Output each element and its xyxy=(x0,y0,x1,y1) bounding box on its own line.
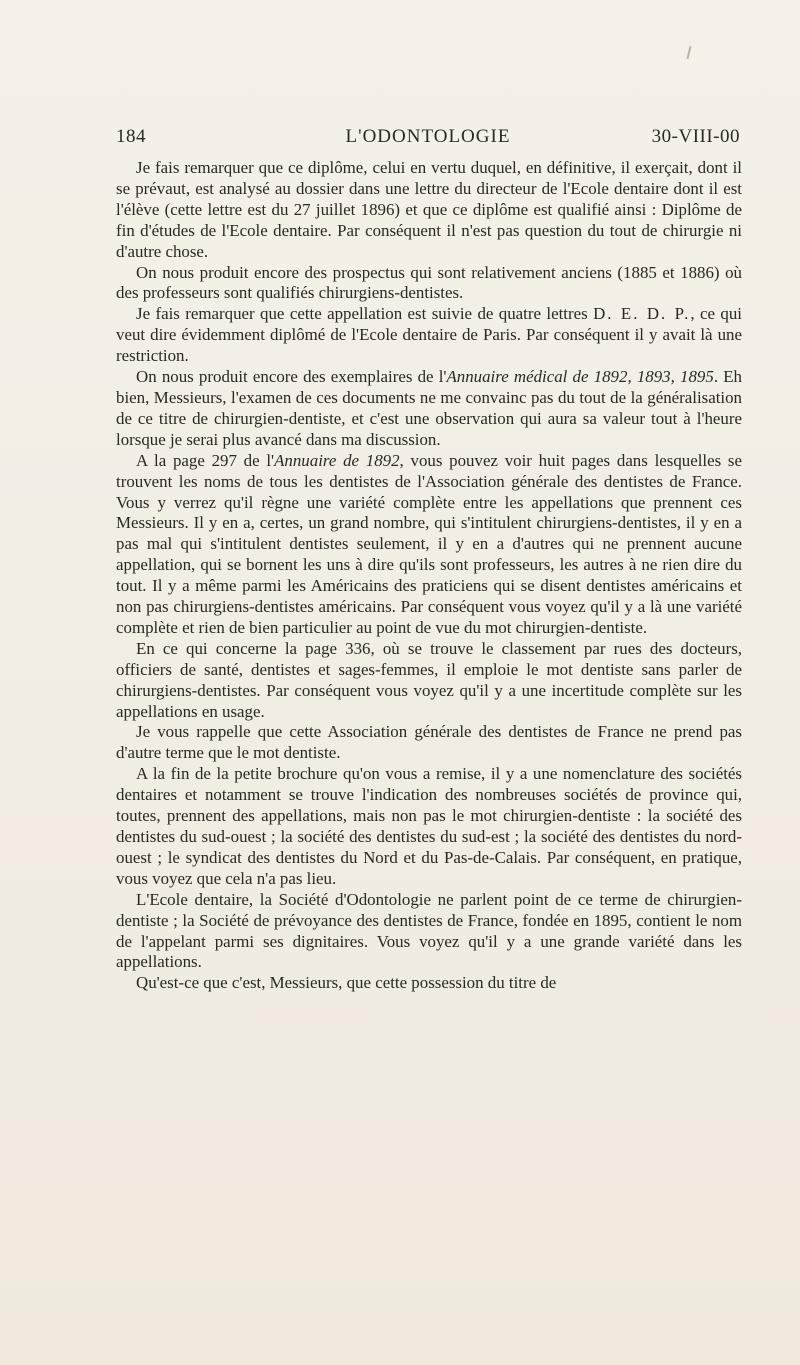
body-text xyxy=(116,158,742,994)
paragraph-text: Qu'est-ce que c'est, Messieurs, que cette possession du titre de xyxy=(136,973,557,993)
italic-reference: Annuaire médical de 1892, 1893, 1895 xyxy=(446,367,714,387)
paragraph-text: Je vous rappelle que cette Association générale des dentistes de France ne prend pas d'autre terme que le mot dentiste. xyxy=(116,722,742,763)
paragraph-text: , ce qui veut dire évidemment diplômé de l'Ecole dentaire de Paris. Par conséquent il y avait là une restriction. xyxy=(116,304,743,366)
paragraph-text: Je fais remarquer que cette appellation est suivie de quatre lettres xyxy=(136,304,594,324)
paragraph-text: On nous produit encore des prospectus qui sont relativement anciens (1885 et 1886) où des professeurs sont qualifiés chirurgiens-dentistes. xyxy=(116,262,742,303)
paragraph-text: L'Ecole dentaire, la Société d'Odontologie ne parlent point de ce terme de chirurgien-dentiste ; la Société de prévoyance des dentistes de France, fondée en 1895, contient le nom de l'appelant parmi ses dignitaires. Vous voyez qu'il y a une grande variété dans les appellations. xyxy=(116,889,742,972)
paragraph xyxy=(116,890,742,974)
running-head xyxy=(116,126,740,154)
paragraph xyxy=(116,639,742,723)
paragraph-text: On nous produit encore des exemplaires de l' xyxy=(136,367,447,387)
issue-date: 30-VIII-00 xyxy=(651,126,740,147)
paragraph xyxy=(116,764,742,889)
paragraph xyxy=(116,263,742,305)
page-number: 184 xyxy=(116,126,146,147)
paragraph-text: , vous pouvez voir huit pages dans lesquelles se trouvent les noms de tous les dentistes de l'Association générale des dentistes de France. Vous y verrez qu'il règne une variété complète entre les appellations que prennent ces Messieurs. Il y en a, certes, un grand nombre, qui s'intitulent chirurgiens-dentistes, il y en a pas mal qui s'intitulent dentistes seulement, il y en a d'autres qui ne prennent aucune appellation, qui se bornent les uns à dire qu'ils sont professeurs, les autres à ne rien dire du tout. Il y a même parmi les Américains des praticiens qui se disent dentistes américains et non pas chirurgiens-dentistes américains. Par conséquent vous voyez qu'il y a là une variété complète et rien de bien particulier au point de vue du mot chirurgien-dentiste. xyxy=(116,450,742,637)
paragraph xyxy=(116,722,742,764)
paragraph xyxy=(116,304,742,367)
paragraph xyxy=(116,158,742,263)
paragraph-text: . Eh bien, Messieurs, l'examen de ces documents ne me convainc pas du tout de la généralisation de ce titre de chirurgien-dentiste, et c'est une observation qui aura sa valeur tout à l'heure lorsque je serai plus avancé dans ma discussion. xyxy=(116,367,743,449)
italic-reference: Annuaire de 1892 xyxy=(274,450,400,470)
paragraph xyxy=(116,367,742,451)
paragraph-text: A la fin de la petite brochure qu'on vous a remise, il y a une nomenclature des sociétés dentaires et notamment se trouve l'indication des nombreuses sociétés de province qui, toutes, prennent des appellations, mais non pas le mot chirurgien-dentiste : la société des dentistes du sud-ouest ; la société des dentistes du sud-est ; la société des dentistes du nord-ouest ; le syndicat des dentistes du Nord et du Pas-de-Calais. Par conséquent, en pratique, vous voyez que cela n'a pas lieu. xyxy=(116,764,742,888)
journal-title: L'ODONTOLOGIE xyxy=(345,126,511,147)
paragraph-text: Je fais remarquer que ce diplôme, celui en vertu duquel, en définitive, il exerçait, dont il se prévaut, est analysé au dossier dans une lettre du directeur de l'Ecole dentaire dont il est l'élève (cette lettre est du 27 juillet 1896) et que ce diplôme est qualifié ainsi : Diplôme de fin d'études de l'Ecole dentaire. Par conséquent il n'est pas question du tout de chirurgie ni d'autre chose. xyxy=(116,158,742,261)
diploma-letters: D. E. D. P. xyxy=(593,304,691,324)
paragraph xyxy=(116,973,742,994)
paragraph xyxy=(116,451,742,639)
paragraph-text: En ce qui concerne la page 336, où se trouve le classement par rues des docteurs, officiers de santé, dentistes et sages-femmes, il emploie le mot dentiste sans parler de chirurgiens-dentistes. Par conséquent vous voyez qu'il y a une incertitude complète sur les appellations en usage. xyxy=(116,638,742,721)
paragraph-text: A la page 297 de l' xyxy=(136,450,275,470)
margin-mark xyxy=(686,46,691,59)
